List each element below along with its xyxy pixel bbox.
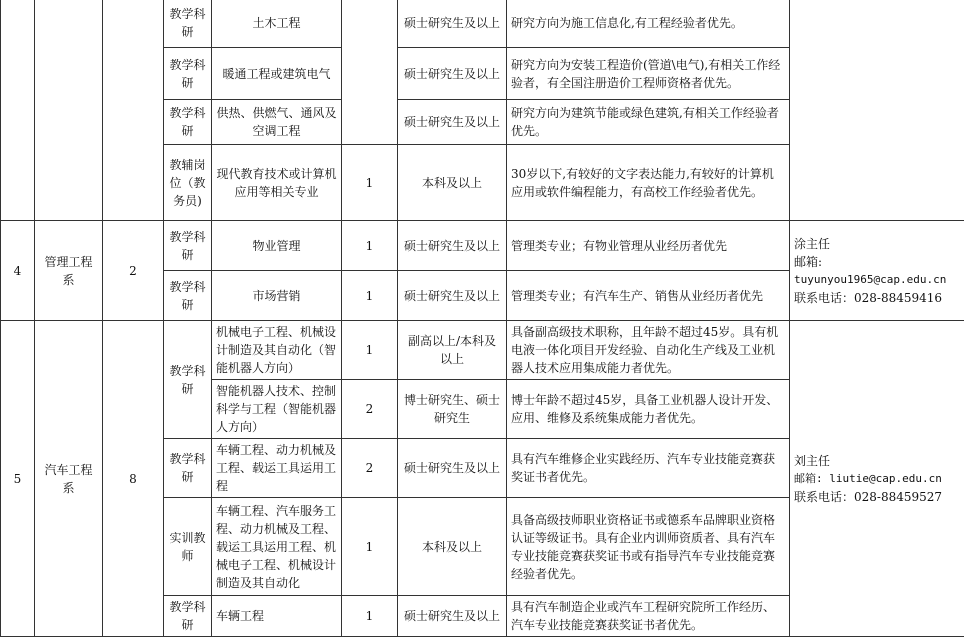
contact-email[interactable]: tuyunyou1965@cap.edu.cn <box>794 271 960 289</box>
degree: 本科及以上 <box>398 498 507 596</box>
position-type: 教学科研 <box>164 221 212 271</box>
requirement: 博士年龄不超过45岁，具备工业机器人设计开发、应用、维修及系统集成能力者优先。 <box>507 380 790 439</box>
major: 物业管理 <box>212 221 342 271</box>
requirement: 研究方向为建筑节能或绿色建筑,有相关工作经验者优先。 <box>507 100 790 145</box>
degree: 副高以上/本科及以上 <box>398 321 507 380</box>
count: 1 <box>342 498 398 596</box>
dept-total: 2 <box>103 221 164 321</box>
table-row <box>1 0 964 48</box>
dept-name: 汽车工程系 <box>35 321 103 637</box>
dept-name-cell <box>35 0 103 221</box>
requirement: 研究方向为安装工程造价(管道\电气),有相关工作经验者，有全国注册造价工程师资格者优先。 <box>507 48 790 100</box>
position-type: 教学科研 <box>164 100 212 145</box>
contact-phone: 联系电话：028-88459416 <box>794 289 960 307</box>
major: 车辆工程 <box>212 596 342 637</box>
requirement: 研究方向为施工信息化,有工程经验者优先。 <box>507 0 790 48</box>
degree: 硕士研究生及以上 <box>398 596 507 637</box>
requirement: 30岁以下,有较好的文字表达能力,有较好的计算机应用或软件编程能力，有高校工作经验者优先。 <box>507 145 790 221</box>
major: 市场营销 <box>212 271 342 321</box>
degree: 硕士研究生及以上 <box>398 0 507 48</box>
major: 车辆工程、动力机械及工程、载运工具运用工程 <box>212 439 342 498</box>
major: 供热、供燃气、通风及空调工程 <box>212 100 342 145</box>
position-type: 教学科研 <box>164 48 212 100</box>
count-cell <box>342 0 398 145</box>
contact-email[interactable]: 邮箱: liutie@cap.edu.cn <box>794 470 960 488</box>
position-type: 教辅岗位（教务员) <box>164 145 212 221</box>
count: 2 <box>342 439 398 498</box>
count: 1 <box>342 321 398 380</box>
degree: 硕士研究生及以上 <box>398 271 507 321</box>
count: 1 <box>342 221 398 271</box>
major: 智能机器人技术、控制科学与工程（智能机器人方向） <box>212 380 342 439</box>
requirement: 管理类专业；有物业管理从业经历者优先 <box>507 221 790 271</box>
dept-total: 8 <box>103 321 164 637</box>
contact-info <box>790 321 964 637</box>
contact-cell <box>790 0 964 221</box>
position-type: 实训教师 <box>164 498 212 596</box>
position-type: 教学科研 <box>164 321 212 439</box>
dept-no: 5 <box>1 321 35 637</box>
major: 车辆工程、汽车服务工程、动力机械及工程、载运工具运用工程、机械电子工程、机械设计制造及其自动化 <box>212 498 342 596</box>
count: 1 <box>342 145 398 221</box>
requirement: 具备副高级技术职称，且年龄不超过45岁。具有机电液一体化项目开发经验、自动化生产线及工业机器人技术应用集成能力者优先。 <box>507 321 790 380</box>
table-row <box>1 221 964 271</box>
major: 土木工程 <box>212 0 342 48</box>
requirement: 管理类专业；有汽车生产、销售从业经历者优先 <box>507 271 790 321</box>
contact-name: 涂主任 <box>794 235 960 253</box>
requirement: 具备高级技师职业资格证书或德系车品牌职业资格认证等级证书。具有企业内训师资质者、具有汽车专业技能竞赛获奖证书或有指导汽车专业技能竞赛经验者优先。 <box>507 498 790 596</box>
position-type: 教学科研 <box>164 271 212 321</box>
degree: 本科及以上 <box>398 145 507 221</box>
dept-no-cell <box>1 0 35 221</box>
position-type: 教学科研 <box>164 0 212 48</box>
count: 2 <box>342 380 398 439</box>
contact-phone: 联系电话：028-88459527 <box>794 488 960 506</box>
major: 现代教育技术或计算机应用等相关专业 <box>212 145 342 221</box>
degree: 硕士研究生及以上 <box>398 100 507 145</box>
requirement: 具有汽车维修企业实践经历、汽车专业技能竞赛获奖证书者优先。 <box>507 439 790 498</box>
contact-info <box>790 221 964 321</box>
table-row <box>1 321 964 380</box>
count: 1 <box>342 596 398 637</box>
degree: 硕士研究生及以上 <box>398 439 507 498</box>
dept-name: 管理工程系 <box>35 221 103 321</box>
degree: 硕士研究生及以上 <box>398 48 507 100</box>
degree: 博士研究生、硕士研究生 <box>398 380 507 439</box>
count: 1 <box>342 271 398 321</box>
degree: 硕士研究生及以上 <box>398 221 507 271</box>
major: 机械电子工程、机械设计制造及其自动化（智能机器人方向） <box>212 321 342 380</box>
dept-total-cell <box>103 0 164 221</box>
contact-email-label: 邮箱: <box>794 253 960 271</box>
position-type: 教学科研 <box>164 596 212 637</box>
dept-no: 4 <box>1 221 35 321</box>
requirement: 具有汽车制造企业或汽车工程研究院所工作经历、汽车专业技能竞赛获奖证书者优先。 <box>507 596 790 637</box>
position-type: 教学科研 <box>164 439 212 498</box>
major: 暖通工程或建筑电气 <box>212 48 342 100</box>
contact-name: 刘主任 <box>794 452 960 470</box>
